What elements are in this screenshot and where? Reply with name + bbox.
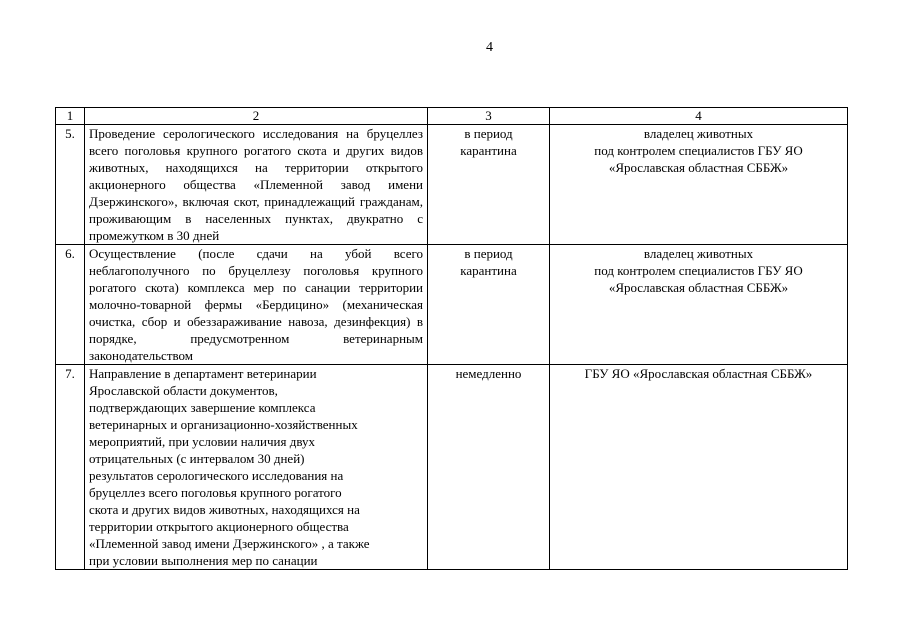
page-number: 4 [486, 40, 493, 55]
description-line: отрицательных (с интервалом 30 дней) [89, 451, 305, 466]
responsible-line: владелец животных [643, 126, 754, 141]
responsible-line: «Ярославская областная СББЖ» [608, 160, 789, 175]
row-term [428, 245, 550, 365]
description-line: при условии выполнения мер по санации [89, 553, 318, 568]
header-cell-2: 2 [85, 108, 428, 125]
measures-table [55, 107, 848, 570]
description-line: территории открытого акционерного общества [89, 519, 349, 534]
table-row [56, 365, 848, 570]
responsible-line: владелец животных [643, 246, 754, 261]
table-header-row [56, 108, 848, 125]
row-term [428, 125, 550, 245]
header-cell-3: 3 [428, 108, 550, 125]
row-responsible [550, 245, 848, 365]
row-responsible [550, 125, 848, 245]
row-term: немедленно [428, 365, 550, 570]
term-line: карантина [460, 143, 517, 158]
description-line: Направление в департамент ветеринарии [89, 366, 317, 381]
description-line: подтверждающих завершение комплекса [89, 400, 316, 415]
description-line: «Племенной завод имени Дзержинского» , а также [89, 536, 370, 551]
responsible-line: «Ярославская областная СББЖ» [608, 280, 789, 295]
description-line: Ярославской области документов, [89, 383, 278, 398]
description-line: ветеринарных и организационно-хозяйственных [89, 417, 358, 432]
header-cell-4: 4 [550, 108, 848, 125]
term-line: в период [464, 126, 513, 141]
table-row [56, 245, 848, 365]
row-description [85, 365, 428, 570]
description-line: мероприятий, при условии наличия двух [89, 434, 316, 449]
row-number: 7. [56, 365, 85, 570]
table-row [56, 125, 848, 245]
responsible-line: под контролем специалистов ГБУ ЯО [594, 263, 803, 278]
responsible-line: под контролем специалистов ГБУ ЯО [594, 143, 803, 158]
description-line: скота и других видов животных, находящихся на [89, 502, 360, 517]
row-number: 5. [56, 125, 85, 245]
description-line: результатов серологического исследования на [89, 468, 344, 483]
row-description: Проведение серологического исследования на бруцеллез всего поголовья крупного рогатого скота и других видов животных, находящихся на территории открытого акционерного общества «Племенной завод имени Дзержинского», включая скот, принадлежащий гражданам, проживающим в населенных пунктах, двукратно с промежутком в 30 дней [85, 125, 428, 245]
term-line: в период [464, 246, 513, 261]
header-cell-1: 1 [56, 108, 85, 125]
row-responsible: ГБУ ЯО «Ярославская областная СББЖ» [550, 365, 848, 570]
row-description: Осуществление (после сдачи на убой всего неблагополучного по бруцеллезу поголовья крупного рогатого скота) комплекса мер по санации территории молочно-товарной фермы «Бердицино» (механическая очистка, сбор и обеззараживание навоза, дезинфекция) в порядке, предусмотренном ветеринарным законодательством [85, 245, 428, 365]
row-number: 6. [56, 245, 85, 365]
description-line: бруцеллез всего поголовья крупного рогатого [89, 485, 342, 500]
term-line: карантина [460, 263, 517, 278]
